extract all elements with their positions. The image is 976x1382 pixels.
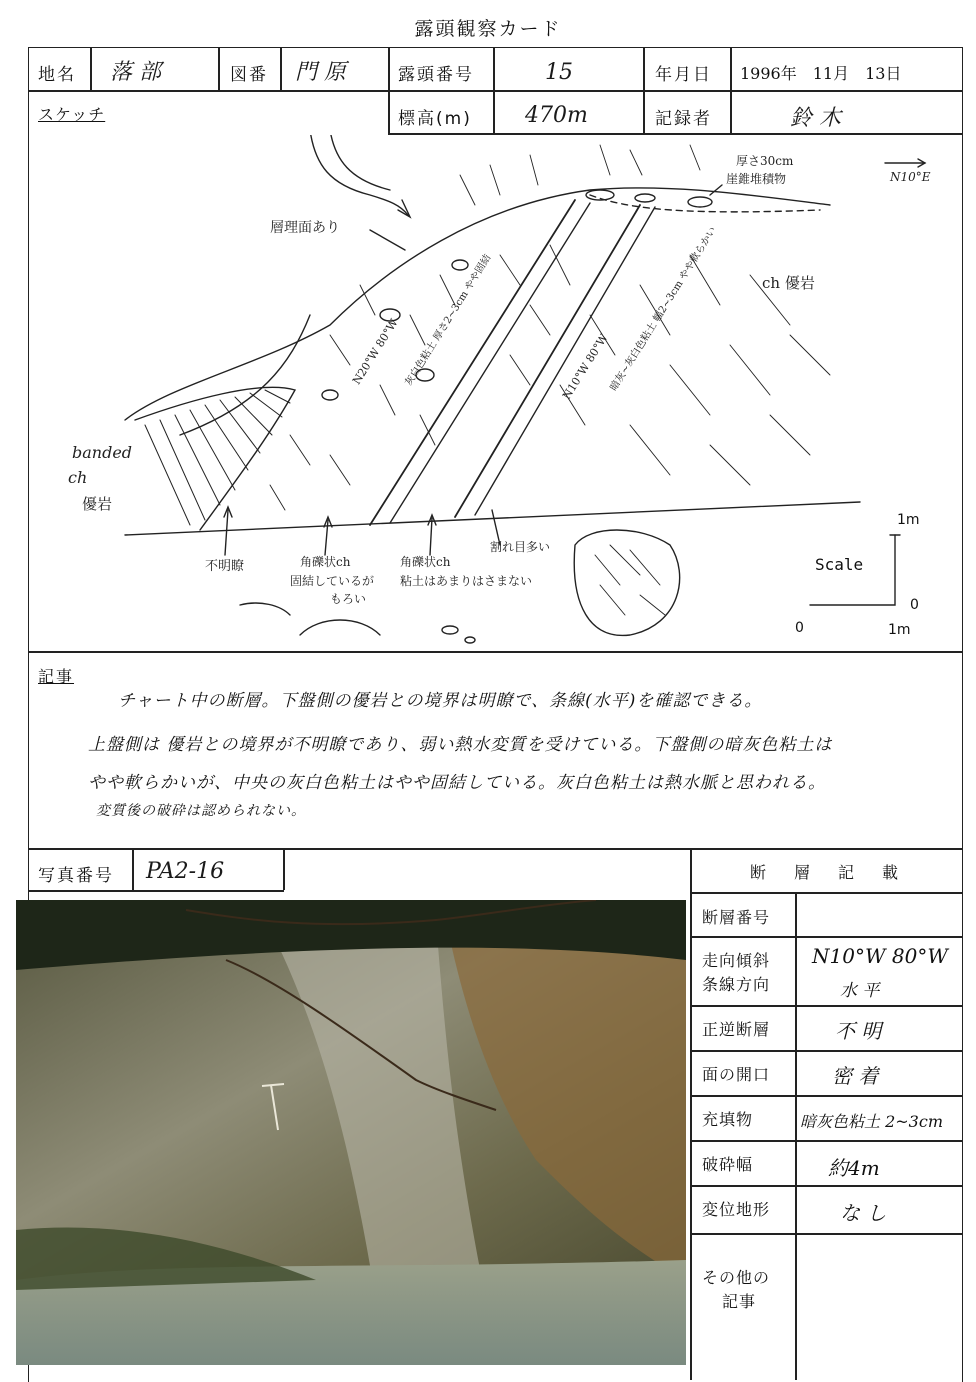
elevation-label: 標高(m) bbox=[398, 109, 472, 129]
fault-label-right-detail: 暗灰~灰白色粘土 幅2~3cm やや軟らかい bbox=[608, 225, 719, 393]
fault-label-right: N10°W 80°W bbox=[560, 331, 611, 402]
note-breccia-2: 角礫状ch bbox=[400, 555, 451, 569]
notes-line-4: 変質後の破砕は認められない。 bbox=[96, 803, 306, 819]
date-label: 年月日 bbox=[655, 65, 712, 85]
outcrop-no-value: 15 bbox=[545, 60, 573, 85]
note-breccia-1c: もろい bbox=[330, 592, 367, 606]
elevation-value: 470m bbox=[525, 103, 588, 128]
notes-label: 記事 bbox=[38, 667, 75, 686]
aperture-label: 面の開口 bbox=[702, 1065, 771, 1084]
sketch-label: スケッチ bbox=[38, 105, 106, 124]
map-value: 門 原 bbox=[295, 60, 346, 85]
card-title: 露頭観察カード bbox=[414, 18, 562, 40]
note-unclear: 不明瞭 bbox=[205, 559, 245, 574]
note-thickness: 厚さ30cm bbox=[736, 154, 794, 168]
note-talus: 崖錐堆積物 bbox=[726, 172, 787, 186]
other-notes-label: その他の bbox=[702, 1268, 771, 1287]
scale-label: Scale bbox=[815, 555, 864, 574]
outcrop-photo bbox=[16, 900, 686, 1365]
displacement-label: 変位地形 bbox=[702, 1200, 771, 1219]
aperture-value: 密 着 bbox=[832, 1064, 879, 1088]
fracture-width-value: 約4m bbox=[828, 1156, 880, 1180]
place-value: 落 部 bbox=[110, 60, 161, 85]
outcrop-no-label: 露頭番号 bbox=[398, 65, 474, 85]
photo-number-value: PA2-16 bbox=[146, 859, 225, 884]
photo-number-label: 写真番号 bbox=[38, 866, 114, 886]
fault-record-title: 断 層 記 載 bbox=[749, 863, 904, 882]
strike-dip-label: 走向傾斜 bbox=[702, 951, 771, 970]
note-breccia-2b: 粘土はあまりはさまない bbox=[400, 574, 533, 588]
note-banded-ch: ch bbox=[68, 468, 88, 487]
notes-line-3: やや軟らかいが、中央の灰白色粘土はやや固結している。灰白色粘土は熱水脈と思われる。 bbox=[88, 773, 826, 793]
note-banded-rock: 優岩 bbox=[82, 495, 113, 513]
other-notes-label-2: 記事 bbox=[722, 1292, 757, 1311]
strike-dip-value: N10°W 80°W bbox=[812, 944, 948, 968]
striation-value: 水 平 bbox=[840, 981, 880, 1001]
notes-line-1: チャート中の断層。下盤側の優岩との境界は明瞭で、条線(水平)を確認できる。 bbox=[118, 691, 763, 711]
displacement-value: な し bbox=[840, 1201, 887, 1225]
note-bedding: 層理面あり bbox=[270, 220, 340, 236]
filling-value: 暗灰色粘土 2~3cm bbox=[800, 1112, 943, 1131]
notes-line-2: 上盤側は 優岩との境界が不明瞭であり、弱い熱水変質を受けている。下盤側の暗灰色粘土は bbox=[88, 735, 833, 755]
map-label: 図番 bbox=[230, 65, 268, 85]
recorder-value: 鈴 木 bbox=[790, 106, 841, 131]
striation-label: 条線方向 bbox=[702, 975, 771, 994]
note-breccia-1: 角礫状ch bbox=[300, 555, 351, 569]
note-joints: 割れ目多い bbox=[490, 540, 551, 554]
scale-vertical-zero: 0 bbox=[910, 597, 919, 613]
note-breccia-1b: 固結しているが bbox=[290, 574, 375, 588]
scale-horizontal-zero: 0 bbox=[795, 620, 804, 636]
fault-number-label: 断層番号 bbox=[702, 908, 771, 927]
fault-label-left: N20°W 80°W bbox=[350, 316, 401, 387]
scale-horizontal-end: 1m bbox=[888, 622, 911, 638]
scale-vertical-top: 1m bbox=[897, 512, 920, 528]
fracture-width-label: 破砕幅 bbox=[702, 1155, 754, 1174]
fault-type-value: 不 明 bbox=[835, 1019, 882, 1043]
north-arrow-label: N10°E bbox=[890, 170, 931, 184]
fault-label-left-detail: 灰白色粘土 厚さ2~3cm やや固結 bbox=[403, 252, 494, 388]
note-banded: banded bbox=[72, 443, 133, 462]
date-value: 1996年 11月 13日 bbox=[740, 64, 902, 83]
note-chert-right: ch 優岩 bbox=[762, 274, 815, 292]
recorder-label: 記録者 bbox=[655, 109, 712, 129]
filling-label: 充填物 bbox=[702, 1110, 754, 1129]
fault-type-label: 正逆断層 bbox=[702, 1020, 771, 1039]
place-label: 地名 bbox=[38, 65, 76, 85]
